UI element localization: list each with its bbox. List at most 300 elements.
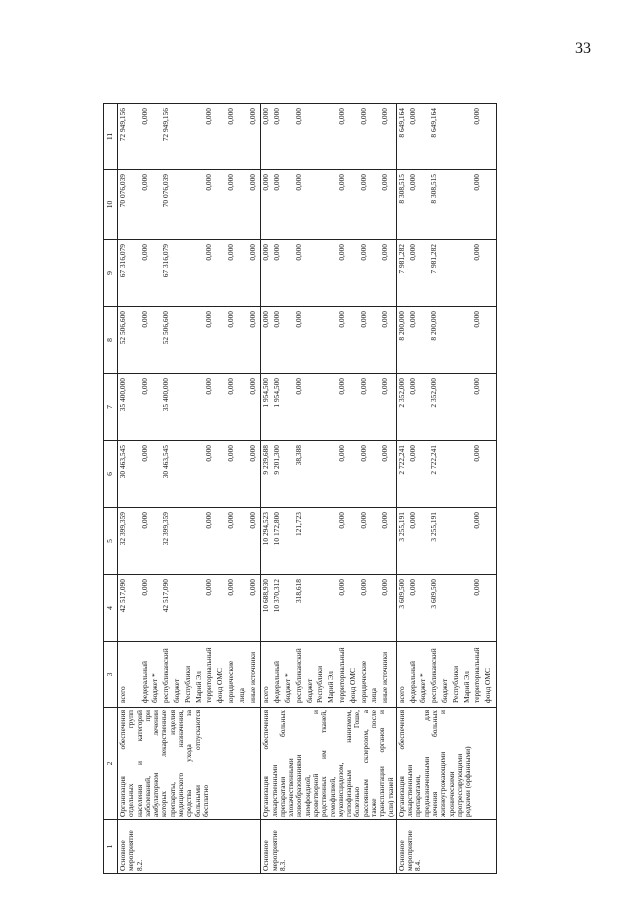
value-spacer (184, 242, 195, 304)
description-line: (или) тканей (385, 777, 395, 817)
value-spacer (441, 577, 452, 639)
value: 3 255,191 (396, 512, 406, 542)
value: 0,000 (358, 512, 368, 529)
value: 0,000 (407, 244, 417, 261)
value: 0,000 (407, 311, 417, 328)
value: 121,723 (293, 512, 303, 537)
value: 9 201,300 (272, 445, 282, 475)
value: 0,000 (293, 244, 303, 261)
value: 0,000 (261, 244, 271, 261)
value: 30 463,545 (161, 445, 171, 479)
value-spacer (349, 443, 360, 505)
value-spacer (452, 443, 463, 505)
value: 3 609,500 (429, 579, 439, 609)
description-line: Организация обеспечения (118, 710, 127, 817)
value-cell (118, 104, 261, 170)
measure-line: мероприятие 8.3. (269, 830, 287, 871)
value: 0,000 (247, 108, 257, 125)
value: 32 399,359 (161, 512, 171, 546)
value: 2 722,241 (396, 445, 406, 475)
value: 0,000 (139, 244, 149, 261)
value: 0,000 (204, 579, 214, 596)
table-body (118, 104, 497, 874)
description-line: лимфоидной, (302, 775, 312, 817)
description-line: злокачественными (286, 758, 296, 817)
value: 0,000 (472, 579, 482, 596)
value: 42 517,090 (161, 579, 171, 613)
value: 8 649,164 (429, 108, 439, 138)
column-header: 6 (104, 441, 118, 508)
description-cell (261, 708, 397, 820)
description-cell (396, 708, 496, 820)
value: 0,000 (407, 108, 417, 125)
value-cell (396, 575, 496, 642)
column-header: 2 (104, 708, 118, 820)
value-spacer (184, 577, 195, 639)
value: 0,000 (247, 445, 257, 462)
value-cell (261, 374, 397, 441)
funding-source-line: фонд ОМС (215, 668, 225, 703)
value-spacer (130, 309, 141, 371)
value-spacer (130, 443, 141, 505)
value-cell (396, 307, 496, 374)
funding-source-line: Марий Эл (326, 671, 336, 703)
value-spacer (130, 577, 141, 639)
value: 0,000 (358, 579, 368, 596)
funding-source-line: федеральный (139, 661, 149, 703)
value: 0,000 (336, 445, 346, 462)
table-row (396, 104, 496, 874)
value-cell (118, 240, 261, 307)
value: 72 949,156 (161, 108, 171, 142)
value: 0,000 (225, 244, 235, 261)
value-spacer (316, 443, 327, 505)
value-spacer (306, 242, 317, 304)
description-line: рассеянным склерозом, а (360, 710, 370, 817)
value-spacer (441, 376, 452, 438)
table-row (261, 104, 397, 874)
description-line: Организация обеспечения (396, 710, 406, 817)
value-spacer (184, 309, 195, 371)
column-header: 5 (104, 508, 118, 575)
value-spacer (452, 510, 463, 572)
value-spacer (184, 510, 195, 572)
measure-cell (118, 820, 261, 874)
funding-source-line: лица (369, 688, 379, 703)
funding-source-line: юридические (358, 660, 368, 703)
value-spacer (306, 106, 317, 167)
value: 0,000 (247, 311, 257, 328)
funding-source-line: республиканский (161, 648, 171, 703)
value: 0,000 (247, 378, 257, 395)
value-cell (396, 170, 496, 240)
value: 0,000 (247, 579, 257, 596)
value: 0,000 (139, 512, 149, 529)
value: 0,000 (336, 512, 346, 529)
value: 0,000 (472, 244, 482, 261)
value: 0,000 (204, 512, 214, 529)
value-spacer (316, 510, 327, 572)
column-header: 4 (104, 575, 118, 642)
value-spacer (452, 376, 463, 438)
value: 10 370,312 (272, 579, 282, 613)
description-line: кроветворной и (311, 710, 321, 817)
column-header: 8 (104, 307, 118, 374)
funding-source-line: федеральный (272, 661, 282, 703)
column-header: 9 (104, 240, 118, 307)
value-spacer (238, 242, 249, 304)
value: 7 981,282 (429, 244, 439, 274)
description-line: лечения больных (429, 710, 439, 817)
column-header: 1 (104, 820, 118, 874)
value: 3 609,500 (396, 579, 406, 609)
funding-source-line: территориальный (472, 647, 482, 703)
value-spacer (484, 577, 495, 639)
value-spacer (349, 577, 360, 639)
value-spacer (441, 172, 452, 237)
value: 0,000 (139, 311, 149, 328)
value-spacer (306, 510, 317, 572)
value: 67 316,079 (161, 244, 171, 278)
column-header: 11 (104, 104, 118, 170)
value-spacer (484, 242, 495, 304)
description-line: амбулаторном лечении (151, 710, 161, 817)
value-spacer (306, 577, 317, 639)
funding-source-line: территориальный (336, 647, 346, 703)
value-cell (261, 575, 397, 642)
rotated-table-wrapper (103, 104, 608, 874)
description-line: больными отпускаются (192, 710, 202, 817)
value: 0,000 (204, 108, 214, 125)
value: 0,000 (358, 108, 368, 125)
value: 0,000 (139, 174, 149, 191)
value-spacer (306, 309, 317, 371)
description-line: гемофилией, (327, 776, 337, 817)
value: 318,618 (293, 579, 303, 604)
description-line: населения и категорий (134, 710, 144, 817)
value: 52 506,600 (118, 311, 127, 345)
value: 0,000 (247, 512, 257, 529)
value: 52 506,600 (161, 311, 171, 345)
funding-source-line: иные источники (380, 651, 390, 703)
value: 0,000 (472, 174, 482, 191)
value: 72 949,156 (118, 108, 127, 142)
value-spacer (484, 510, 495, 572)
value-spacer (452, 577, 463, 639)
value: 0,000 (380, 244, 390, 261)
value-spacer (130, 242, 141, 304)
value: 0,000 (139, 108, 149, 125)
value: 0,000 (380, 579, 390, 596)
value: 0,000 (204, 174, 214, 191)
value-spacer (306, 376, 317, 438)
value: 38,388 (293, 445, 303, 466)
value: 0,000 (380, 445, 390, 462)
value: 0,000 (336, 174, 346, 191)
description-cell (118, 708, 261, 820)
value-spacer (452, 242, 463, 304)
value-cell (396, 508, 496, 575)
funding-source-line: бюджет (304, 678, 314, 703)
funding-source-line: бюджет * (150, 673, 160, 703)
value-spacer (130, 376, 141, 438)
value: 0,000 (261, 174, 271, 191)
column-header: 3 (104, 642, 118, 708)
value: 0,000 (472, 378, 482, 395)
funding-source-line: бюджет (171, 678, 181, 703)
value-spacer (452, 309, 463, 371)
funding-source-line: юридические (225, 660, 235, 703)
value-spacer (184, 443, 195, 505)
value-spacer (184, 106, 195, 167)
funding-source-line: фонд ОМС (347, 668, 357, 703)
value: 0,000 (139, 378, 149, 395)
value: 8 308,515 (396, 174, 406, 204)
description-line: прогрессирующими (454, 753, 464, 817)
value-spacer (173, 172, 184, 237)
measure-line: мероприятие 8.2. (126, 830, 144, 871)
funding-source-line (130, 644, 141, 705)
value-spacer (173, 376, 184, 438)
description-line: муковисцидозом, (335, 762, 345, 817)
value: 0,000 (407, 445, 417, 462)
value: 9 239,688 (261, 445, 271, 475)
funding-source-line: фонд ОМС (483, 668, 493, 703)
value: 0,000 (358, 445, 368, 462)
value: 35 400,000 (161, 378, 171, 412)
funding-source-line: иные источники (247, 651, 257, 703)
description-line: Организация обеспечения (261, 710, 271, 817)
value-spacer (173, 242, 184, 304)
value: 8 200,000 (396, 311, 406, 341)
description-line: медицинского назначения, (175, 710, 185, 817)
value-spacer (316, 242, 327, 304)
value: 0,000 (204, 311, 214, 328)
value-spacer (238, 309, 249, 371)
funding-source-line: Республики (182, 665, 192, 703)
value-spacer (173, 577, 184, 639)
value: 0,000 (407, 512, 417, 529)
value-spacer (238, 443, 249, 505)
description-line: которых лекарственные (159, 710, 169, 817)
value: 67 316,079 (118, 244, 127, 278)
value: 0,000 (204, 378, 214, 395)
value-spacer (484, 376, 495, 438)
value: 0,000 (336, 378, 346, 395)
value-spacer (349, 376, 360, 438)
value: 3 255,191 (429, 512, 439, 542)
value: 42 517,090 (118, 579, 127, 613)
value: 2 722,241 (429, 445, 439, 475)
measure-line: мероприятие 8.4. (405, 830, 423, 871)
value-cell (261, 170, 397, 240)
value: 0,000 (380, 378, 390, 395)
value: 7 981,282 (396, 244, 406, 274)
description-line: трансплантации органов и (377, 710, 387, 817)
description-line: препаратами больных (277, 710, 287, 817)
value: 1 954,500 (272, 378, 282, 408)
value-spacer (349, 510, 360, 572)
value: 0,000 (358, 311, 368, 328)
funding-source-line: республиканский (293, 648, 303, 703)
funding-source-line: республиканский (429, 648, 439, 703)
description-line: болезнью Гоше, (352, 710, 362, 817)
value: 0,000 (472, 108, 482, 125)
value: 0,000 (358, 244, 368, 261)
value-spacer (184, 376, 195, 438)
description-line: также после (369, 710, 379, 817)
value: 0,000 (336, 108, 346, 125)
budget-table (103, 103, 497, 874)
funding-source-line: Марий Эл (193, 671, 203, 703)
value: 10 688,930 (261, 579, 271, 613)
funding-source-line: лица (236, 688, 246, 703)
value: 0,000 (261, 311, 271, 328)
value-spacer (173, 443, 184, 505)
value: 0,000 (407, 174, 417, 191)
value: 8 200,000 (429, 311, 439, 341)
value: 2 352,000 (396, 378, 406, 408)
value-spacer (316, 172, 327, 237)
value: 0,000 (293, 378, 303, 395)
value: 0,000 (225, 579, 235, 596)
value-spacer (349, 106, 360, 167)
value-spacer (349, 309, 360, 371)
value-spacer (306, 172, 317, 237)
value-spacer (238, 172, 249, 237)
value: 0,000 (293, 174, 303, 191)
value: 0,000 (225, 311, 235, 328)
value: 0,000 (225, 174, 235, 191)
value: 0,000 (336, 579, 346, 596)
value-spacer (173, 309, 184, 371)
value: 0,000 (225, 445, 235, 462)
value: 0,000 (204, 445, 214, 462)
description-line: гипофизарным нанизмом, (344, 710, 354, 817)
value: 0,000 (407, 579, 417, 596)
description-line: новообразованиями (294, 754, 304, 817)
value: 10 172,800 (272, 512, 282, 546)
description-line: отдельных групп (126, 710, 136, 817)
value-spacer (349, 242, 360, 304)
value: 0,000 (380, 108, 390, 125)
value: 30 463,545 (118, 445, 127, 479)
value-cell (396, 374, 496, 441)
value-cell (118, 508, 261, 575)
value-spacer (173, 510, 184, 572)
funding-source-line: Республики (315, 665, 325, 703)
measure-line: Основное (118, 840, 127, 871)
funding-source-line: всего (396, 686, 406, 703)
description-line: жизнеугрожающими и (438, 710, 448, 817)
value: 0,000 (139, 579, 149, 596)
value-spacer (316, 106, 327, 167)
value: 1 954,500 (261, 378, 271, 408)
value: 0,000 (472, 512, 482, 529)
value-spacer (484, 172, 495, 237)
value: 0,000 (380, 174, 390, 191)
value-spacer (316, 577, 327, 639)
value-spacer (452, 106, 463, 167)
value-cell (396, 441, 496, 508)
value-cell (118, 307, 261, 374)
value: 10 294,523 (261, 512, 271, 546)
value-spacer (484, 443, 495, 505)
value-spacer (130, 510, 141, 572)
value: 32 399,359 (118, 512, 127, 546)
value: 8 308,515 (429, 174, 439, 204)
value-spacer (238, 376, 249, 438)
value: 0,000 (293, 311, 303, 328)
description-line: бесплатно (200, 784, 210, 817)
description-line: лекарственными (405, 764, 415, 817)
page-number: 33 (575, 40, 591, 57)
value-spacer (130, 172, 141, 237)
measure-line: Основное (396, 840, 406, 871)
value: 0,000 (272, 108, 282, 125)
value-cell (118, 441, 261, 508)
value-cell (118, 170, 261, 240)
value-cell (396, 104, 496, 170)
value-cell (261, 441, 397, 508)
funding-source-line: бюджет (440, 678, 450, 703)
value-spacer (484, 309, 495, 371)
value-spacer (441, 443, 452, 505)
value-spacer (441, 510, 452, 572)
value: 0,000 (380, 512, 390, 529)
funding-source-cell (118, 642, 261, 708)
value: 35 400,000 (118, 378, 127, 412)
value-spacer (316, 376, 327, 438)
table-header-row (104, 104, 118, 874)
value-spacer (306, 443, 317, 505)
value-spacer (452, 172, 463, 237)
value-spacer (441, 309, 452, 371)
column-header: 10 (104, 170, 118, 240)
value: 0,000 (225, 512, 235, 529)
description-line: препараты, изделия (167, 710, 177, 817)
table-row (118, 104, 261, 874)
funding-source-line: федеральный (407, 661, 417, 703)
description-line: редкими (орфанными) (463, 746, 473, 817)
value: 0,000 (380, 311, 390, 328)
value: 0,000 (225, 378, 235, 395)
funding-source-cell (396, 642, 496, 708)
value: 0,000 (407, 378, 417, 395)
value: 0,000 (225, 108, 235, 125)
value-spacer (130, 106, 141, 167)
value-cell (261, 104, 397, 170)
description-line: препаратами, (413, 774, 423, 817)
description-line: средства ухода за (184, 710, 194, 817)
value-spacer (238, 106, 249, 167)
column-header: 7 (104, 374, 118, 441)
value: 0,000 (261, 108, 271, 125)
description-line: хроническими (446, 771, 456, 817)
description-line: заболеваний, при (142, 710, 152, 817)
value-cell (261, 307, 397, 374)
value-spacer (441, 106, 452, 167)
value-spacer (184, 172, 195, 237)
value: 0,000 (204, 244, 214, 261)
value: 0,000 (358, 378, 368, 395)
funding-source-cell (261, 642, 397, 708)
measure-line: Основное (261, 840, 271, 871)
value: 0,000 (472, 445, 482, 462)
description-line: предназначенными для (421, 710, 431, 817)
value: 0,000 (272, 244, 282, 261)
measure-cell (261, 820, 397, 874)
